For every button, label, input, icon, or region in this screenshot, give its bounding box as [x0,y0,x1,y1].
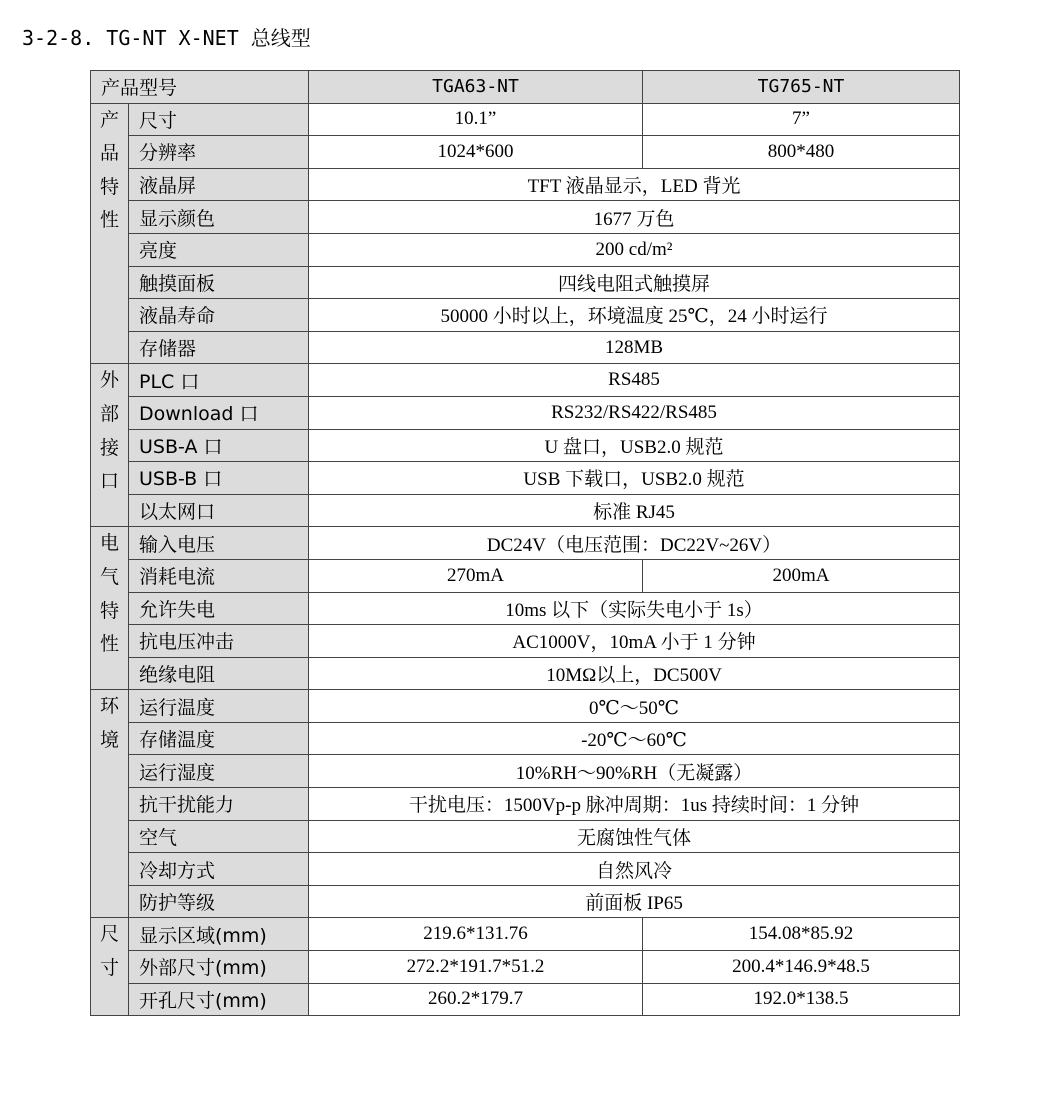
item-label: 空气 [129,820,309,853]
model-header: TGA63-NT [309,71,643,104]
spec-row [91,527,960,560]
category-label: 环境 [100,695,120,751]
spec-row [91,820,960,853]
spec-row [91,625,960,658]
spec-value: 7” [643,103,960,136]
spec-row [91,233,960,266]
item-label: Download 口 [129,396,309,429]
spec-value: 前面板 IP65 [309,885,960,918]
item-label: USB-B 口 [129,462,309,495]
category-label: 尺寸 [100,923,120,980]
spec-value: USB 下载口，USB2.0 规范 [309,462,960,495]
spec-value: 干扰电压：1500Vp-p 脉冲周期：1us 持续时间：1 分钟 [309,788,960,821]
item-label: 外部尺寸(mm) [129,951,309,984]
section-title: 3-2-8. TG-NT X-NET 总线型 [22,26,311,50]
spec-value: 200 cd/m² [309,233,960,266]
spec-row [91,168,960,201]
item-label: 绝缘电阻 [129,657,309,690]
spec-value: -20℃～60℃ [309,722,960,755]
spec-row [91,755,960,788]
item-label: 尺寸 [129,103,309,136]
spec-value: 四线电阻式触摸屏 [309,266,960,299]
spec-value: 154.08*85.92 [643,918,960,951]
category-label: 外部接口 [100,369,120,493]
category-label: 电气特性 [100,532,120,656]
spec-row [91,722,960,755]
spec-value: 260.2*179.7 [309,983,643,1016]
spec-value: 272.2*191.7*51.2 [309,951,643,984]
item-label: 显示区域(mm) [129,918,309,951]
spec-value: 自然风冷 [309,853,960,886]
spec-row [91,592,960,625]
item-label: 触摸面板 [129,266,309,299]
item-label: 显示颜色 [129,201,309,234]
item-label: 允许失电 [129,592,309,625]
spec-value: RS485 [309,364,960,397]
item-label: 亮度 [129,233,309,266]
item-label: 以太网口 [129,494,309,527]
item-label: 输入电压 [129,527,309,560]
spec-row [91,853,960,886]
item-label: 存储温度 [129,722,309,755]
header-label: 产品型号 [91,71,309,104]
spec-row [91,494,960,527]
spec-value: 10ms 以下（实际失电小于 1s） [309,592,960,625]
spec-row [91,103,960,136]
spec-value: 10MΩ以上，DC500V [309,657,960,690]
spec-value: 1677 万色 [309,201,960,234]
spec-value: 0℃～50℃ [309,690,960,723]
spec-value: 128MB [309,331,960,364]
spec-value: 10%RH～90%RH（无凝露） [309,755,960,788]
item-label: 防护等级 [129,885,309,918]
category-cell [91,364,129,527]
item-label: 开孔尺寸(mm) [129,983,309,1016]
item-label: 抗干扰能力 [129,788,309,821]
item-label: 抗电压冲击 [129,625,309,658]
spec-value: 10.1” [309,103,643,136]
spec-row [91,429,960,462]
spec-row [91,559,960,592]
spec-value: 1024*600 [309,136,643,169]
model-header: TG765-NT [643,71,960,104]
spec-row [91,788,960,821]
category-label: 产品特性 [100,108,120,232]
spec-row [91,299,960,332]
spec-value: TFT 液晶显示，LED 背光 [309,168,960,201]
category-cell [91,103,129,364]
spec-row [91,396,960,429]
spec-row [91,690,960,723]
spec-table [90,70,960,1016]
spec-row [91,462,960,495]
spec-value: 200mA [643,559,960,592]
spec-row [91,657,960,690]
spec-row [91,951,960,984]
item-label: 存储器 [129,331,309,364]
item-label: 液晶屏 [129,168,309,201]
item-label: 冷却方式 [129,853,309,886]
spec-row [91,885,960,918]
spec-value: DC24V（电压范围：DC22V~26V） [309,527,960,560]
category-cell [91,527,129,690]
spec-value: 192.0*138.5 [643,983,960,1016]
spec-row [91,201,960,234]
spec-value: 270mA [309,559,643,592]
spec-value: RS232/RS422/RS485 [309,396,960,429]
spec-value: 219.6*131.76 [309,918,643,951]
header-row [91,71,960,104]
item-label: PLC 口 [129,364,309,397]
item-label: 运行湿度 [129,755,309,788]
spec-value: AC1000V，10mA 小于 1 分钟 [309,625,960,658]
spec-value: U 盘口，USB2.0 规范 [309,429,960,462]
spec-value: 800*480 [643,136,960,169]
spec-row [91,266,960,299]
item-label: 分辨率 [129,136,309,169]
spec-value: 50000 小时以上，环境温度 25℃，24 小时运行 [309,299,960,332]
spec-value: 标准 RJ45 [309,494,960,527]
spec-row [91,364,960,397]
item-label: USB-A 口 [129,429,309,462]
item-label: 运行温度 [129,690,309,723]
item-label: 消耗电流 [129,559,309,592]
item-label: 液晶寿命 [129,299,309,332]
spec-row [91,331,960,364]
spec-row [91,136,960,169]
spec-value: 200.4*146.9*48.5 [643,951,960,984]
spec-value: 无腐蚀性气体 [309,820,960,853]
spec-row [91,918,960,951]
category-cell [91,918,129,1016]
category-cell [91,690,129,918]
spec-row [91,983,960,1016]
